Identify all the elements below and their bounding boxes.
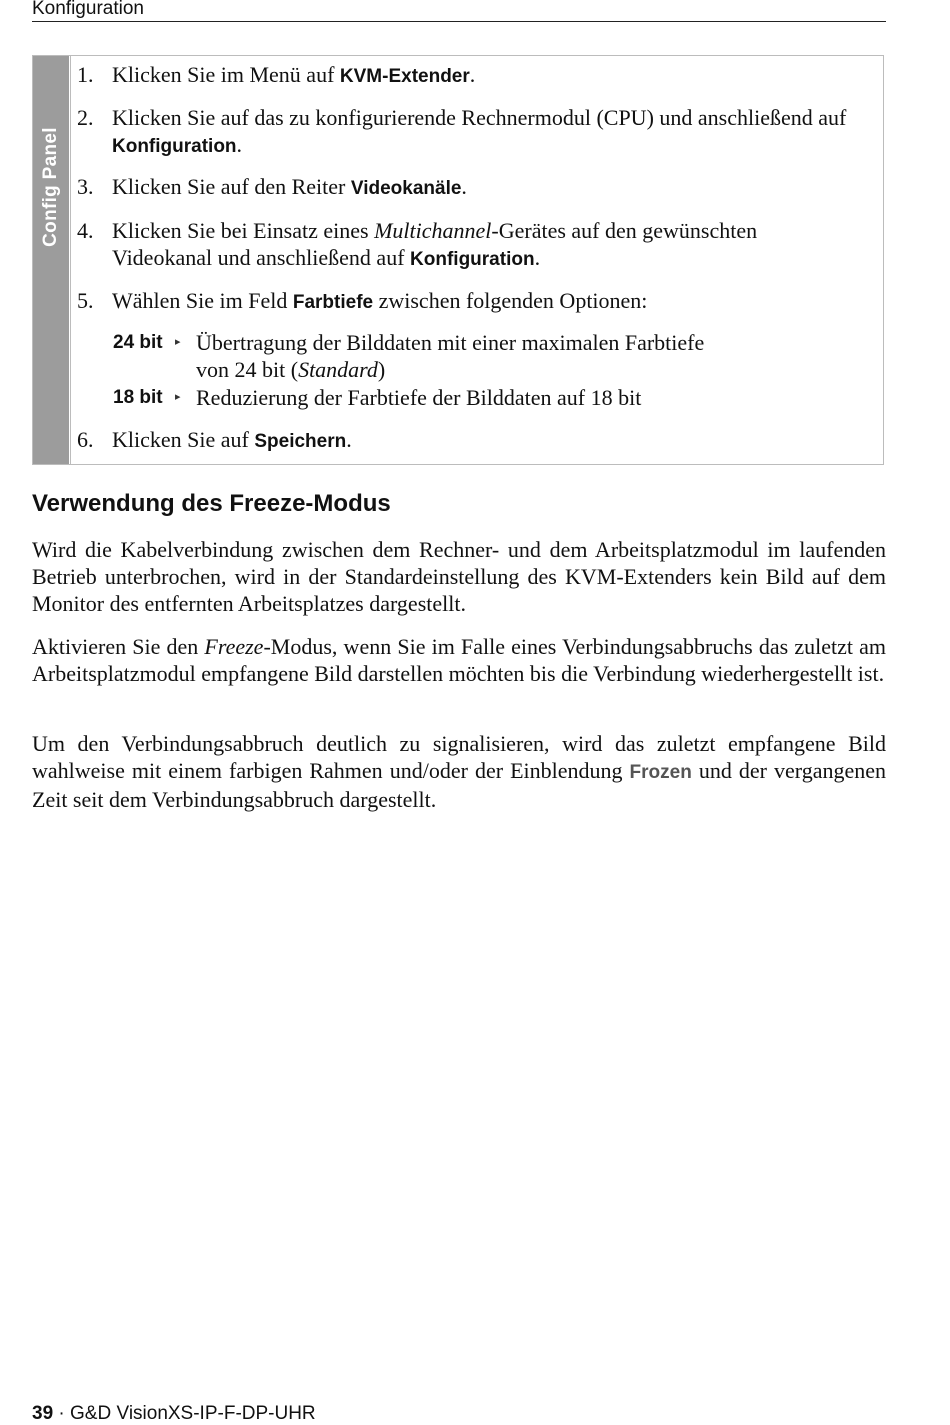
step-5 <box>77 287 847 316</box>
page-number: 39 <box>32 1403 54 1424</box>
triangle-right-icon: ▸ <box>175 391 181 403</box>
config-panel-box <box>32 55 884 465</box>
footer-separator: · <box>53 1403 71 1424</box>
step-text-post: . <box>236 132 243 157</box>
step-text-emphasis: Multichannel <box>374 218 492 243</box>
step-text-mid: -Gerätes auf den gewünschten Videokanal und anschließend auf <box>112 218 758 270</box>
step-text <box>112 426 847 455</box>
step-6 <box>77 426 847 455</box>
option-key: 24 bit <box>113 332 163 353</box>
ui-term: KVM-Extender <box>339 66 470 87</box>
step-text-pre: Klicken Sie auf das zu konfigurierende Rechnermodul (CPU) und anschließend auf <box>112 105 847 130</box>
step-text-post: . <box>461 174 467 199</box>
step-number: 6. <box>77 427 94 452</box>
step-text <box>112 287 847 316</box>
step-text-pre: Klicken Sie bei Einsatz eines <box>112 218 375 243</box>
option-text: Übertragung der Bilddaten mit einer maximalen Farbtiefe <box>196 330 705 355</box>
ui-term: Frozen <box>629 762 692 783</box>
step-text-post: zwischen folgenden Optionen: <box>373 288 648 313</box>
step-text-pre: Klicken Sie auf <box>112 427 255 452</box>
header-title: Konfiguration <box>32 0 144 19</box>
running-header <box>32 0 886 22</box>
paragraph-emphasis: Freeze <box>204 634 264 659</box>
paragraph-text: Aktivieren Sie den <box>32 634 205 659</box>
ui-term: Konfiguration <box>112 136 237 157</box>
paragraph-3 <box>32 730 886 813</box>
step-number: 5. <box>77 288 94 313</box>
paragraph-text: und der vergangenen Zeit seit dem Verbindungsabbruch dargestellt. <box>32 758 887 812</box>
ui-term: Speichern <box>254 431 347 452</box>
step-number: 4. <box>77 218 94 243</box>
option-text-emphasis: Standard <box>298 357 378 382</box>
paragraph-text: Um den Verbindungsabbruch deutlich zu signalisieren, wird das zuletzt empfangene Bild wahlweise mit einem farbigen Rahmen und/oder der Einblendung <box>32 731 886 783</box>
section-heading: Verwendung des Freeze-Modus <box>32 490 391 517</box>
panel-side-bar <box>33 56 69 464</box>
step-text-post: . <box>346 427 352 452</box>
step-2 <box>77 104 847 160</box>
triangle-right-icon: ▸ <box>175 336 181 348</box>
step-3 <box>77 173 847 202</box>
step-text-post: . <box>469 62 476 87</box>
step-text-pre: Wählen Sie im Feld <box>112 288 293 313</box>
option-text-pre: von 24 bit ( <box>196 357 299 382</box>
ui-term: Videokanäle <box>350 178 462 199</box>
step-text-post: . <box>534 245 541 270</box>
footer-product: G&D VisionXS-IP-F-DP-UHR <box>70 1403 316 1424</box>
step-text <box>112 217 847 273</box>
step-number: 1. <box>77 62 94 87</box>
step-number: 3. <box>77 174 94 199</box>
option-key: 18 bit <box>113 387 163 408</box>
option-text-cont <box>196 356 836 383</box>
option-text: Reduzierung der Farbtiefe der Bilddaten auf 18 bit <box>196 385 642 410</box>
option-text-post: ) <box>377 357 386 382</box>
step-text <box>112 173 847 202</box>
step-text-pre: Klicken Sie auf den Reiter <box>112 174 351 199</box>
step-number: 2. <box>77 105 94 130</box>
panel-side-label: Config Panel <box>40 127 61 247</box>
step-text-pre: Klicken Sie im Menü auf <box>112 62 340 87</box>
step-text <box>112 61 847 90</box>
paragraph-1: Wird die Kabelverbindung zwischen dem Rechner- und dem Arbeitsplatzmodul im laufenden Betrieb unterbrochen, wird in der Standardeinstellung des KVM-Extenders kein Bild auf dem Monitor des entfernten Arbeitsplatzes dargestellt. <box>32 537 886 616</box>
ui-term: Farbtiefe <box>292 292 374 313</box>
step-text <box>112 104 847 160</box>
paragraph-text: -Modus, wenn Sie im Falle eines Verbindungsabbruchs das zuletzt am Arbeitsplatzmodul empfangene Bild darstellen möchten bis die Verbindung wiederhergestellt ist. <box>32 634 886 686</box>
paragraph-2 <box>32 633 886 687</box>
page-footer <box>32 1403 316 1425</box>
step-1 <box>77 61 847 90</box>
step-4 <box>77 217 847 273</box>
ui-term: Konfiguration <box>410 249 535 270</box>
